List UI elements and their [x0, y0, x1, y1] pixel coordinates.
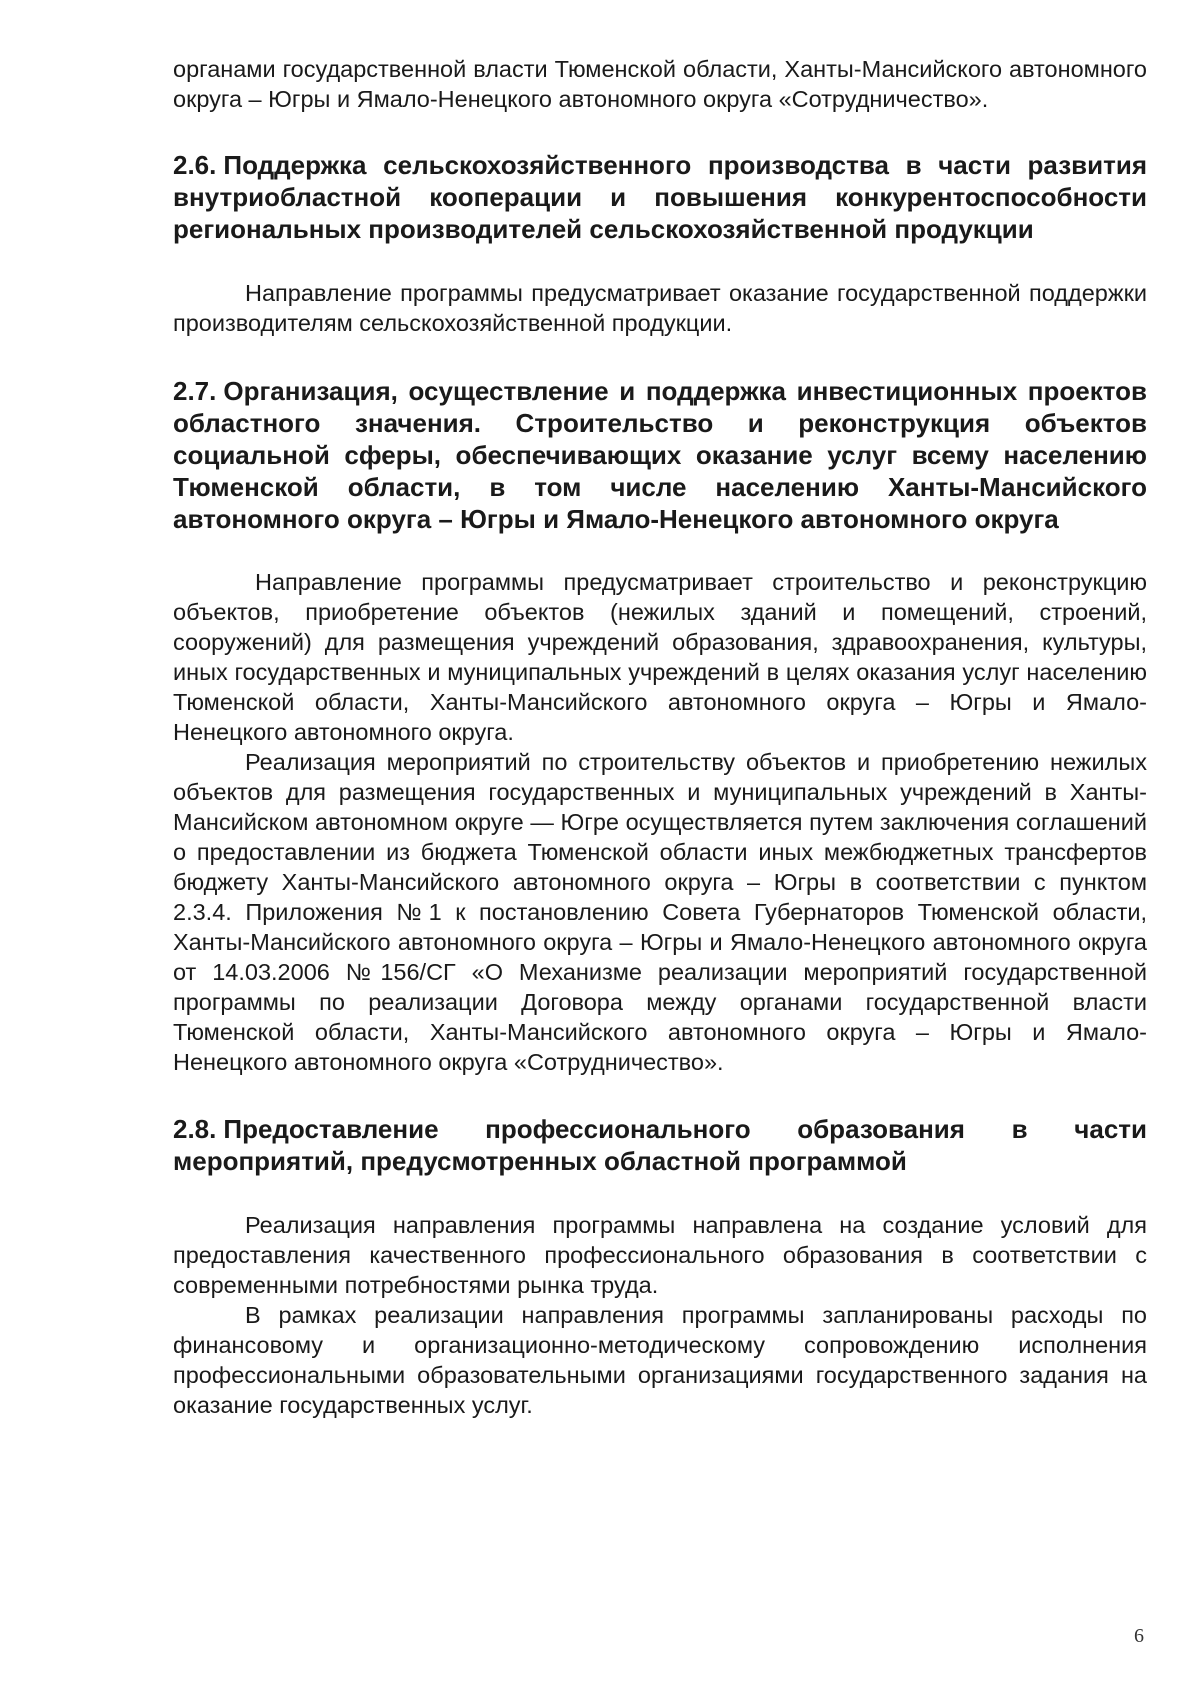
- paragraph: В рамках реализации направления программы запланированы расходы по финансовому и организационно-методическому сопровождению исполнения профессиональными образовательными организациями государственного задания на оказание государственных услуг.: [173, 1302, 1147, 1418]
- section-number: 2.8.: [173, 1114, 217, 1144]
- paragraph: Направление программы предусматривает оказание государственной поддержки производителям сельскохозяйственной продукции.: [173, 280, 1147, 336]
- section-title: Предоставление профессионального образования в части мероприятий, предусмотренных областной программой: [173, 1114, 1147, 1176]
- section-number: 2.7.: [173, 376, 217, 406]
- section-number: 2.6.: [173, 150, 217, 180]
- document-page: [173, 54, 1147, 1420]
- continuation-paragraph: органами государственной власти Тюменской области, Ханты-Мансийского автономного округа – Югры и Ямало-Ненецкого автономного округа «Сотрудничество».: [173, 56, 1147, 112]
- page-number: 6: [1134, 1625, 1144, 1647]
- paragraph: Реализация направления программы направлена на создание условий для предоставления качественного профессионального образования в соответствии с современными потребностями рынка труда.: [173, 1212, 1147, 1298]
- section-heading-2-7: [173, 375, 1147, 535]
- paragraph: Реализация мероприятий по строительству объектов и приобретению нежилых объектов для размещения государственных и муниципальных учреждений в Ханты-Мансийском автономном округе — Югре осуществляется путем заключения соглашений о предоставлении из бюджета Тюменской области иных межбюджетных трансфертов бюджету Ханты-Мансийского автономного округа – Югры в соответствии с пунктом 2.3.4. Приложения №1 к постановлению Совета Губернаторов Тюменской области, Ханты-Мансийского автономного округа – Югры и Ямало-Ненецкого автономного округа от 14.03.2006 №156/СГ «О Механизме реализации мероприятий государственной программы по реализации Договора между органами государственной власти Тюменской области, Ханты-Мансийского автономного округа – Югры и Ямало-Ненецкого автономного округа «Сотрудничество».: [173, 749, 1147, 1075]
- section-heading-2-6: [173, 149, 1147, 245]
- section-heading-2-8: [173, 1113, 1147, 1177]
- paragraph: Направление программы предусматривает строительство и реконструкцию объектов, приобретение объектов (нежилых зданий и помещений, строений, сооружений) для размещения учреждений образования, здравоохранения, культуры, иных государственных и муниципальных учреждений в целях оказания услуг населению Тюменской области, Ханты-Мансийского автономного округа – Югры и Ямало-Ненецкого автономного округа.: [173, 569, 1147, 745]
- section-title: Поддержка сельскохозяйственного производства в части развития внутриобластной кооперации и повышения конкурентоспособности региональных производителей сельскохозяйственной продукции: [173, 150, 1147, 244]
- section-title: Организация, осуществление и поддержка инвестиционных проектов областного значения. Строительство и реконструкция объектов социальной сферы, обеспечивающих оказание услуг всему населению Тюменской области, в том числе населению Ханты-Мансийского автономного округа – Югры и Ямало-Ненецкого автономного округа: [173, 376, 1147, 534]
